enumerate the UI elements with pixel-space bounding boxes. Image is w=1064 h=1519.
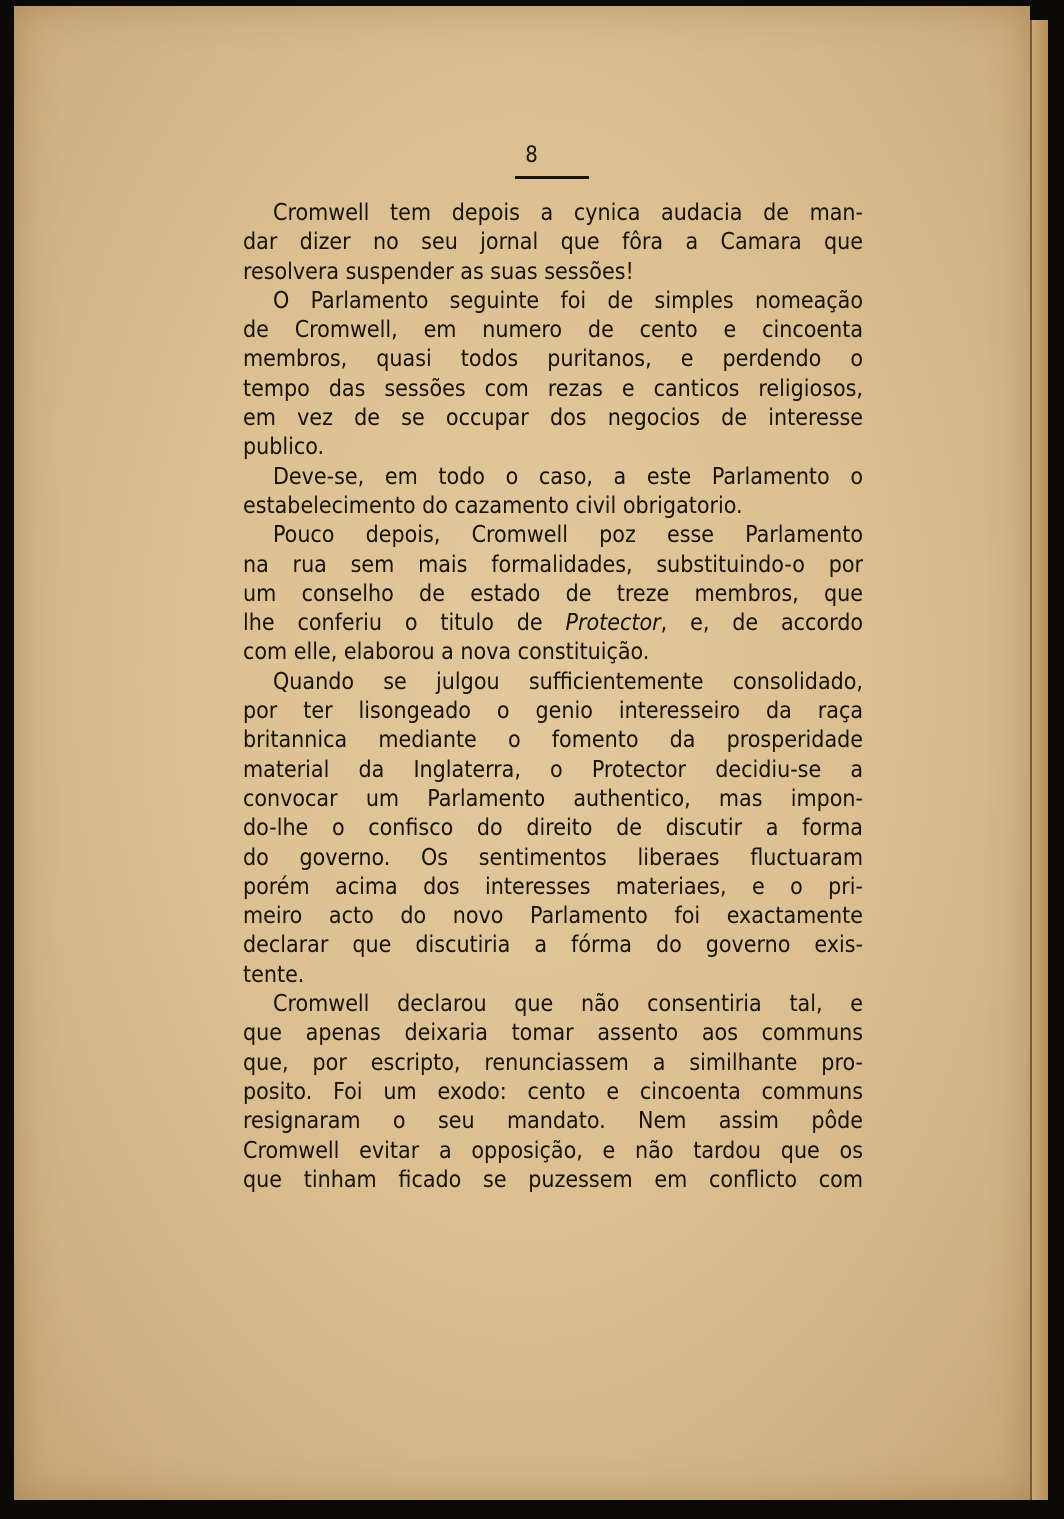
text-line: Pouco depois, Cromwell poz esse Parlamento [273,522,863,549]
text-segment: , e, de accordo [660,610,863,637]
text-line: que apenas deixaria tomar assento aos communs [243,1020,863,1047]
text-line: em vez de se occupar dos negocios de interesse [243,405,863,432]
text-line: O Parlamento seguinte foi de simples nomeação [273,287,863,314]
text-line: material da Inglaterra, o Protector decidiu-se a [243,756,863,783]
text-line: tente. [243,961,305,988]
text-line: Deve-se, em todo o caso, a este Parlamento o [273,463,863,490]
adjacent-page-edge [1030,20,1048,1500]
text-line: Cromwell tem depois a cynica audacia de man- [273,200,863,226]
text-line: Cromwell evitar a opposição, e não tardou que os [243,1137,863,1164]
text-line: que, por escripto, renunciassem a similhante pro- [243,1049,863,1076]
text-line: um conselho de estado de treze membros, que [243,580,863,607]
text-line: britannica mediante o fomento da prosperidade [243,727,863,754]
text-line: convocar um Parlamento authentico, mas impon- [243,785,863,812]
text-segment: lhe conferiu o titulo de [243,610,566,637]
text-line: com elle, elaborou a nova constituição. [243,639,650,666]
text-line: que tinham ficado se puzessem em conflicto com [243,1166,863,1193]
text-line [243,609,863,638]
text-line: de Cromwell, em numero de cento e cincoenta [243,317,863,344]
text-line: posito. Foi um exodo: cento e cincoenta communs [243,1078,863,1105]
text-line: resignaram o seu mandato. Nem assim pôde [243,1108,863,1135]
text-line: Cromwell declarou que não consentiria tal, e [273,991,863,1018]
text-line: declarar que discutiria a fórma do governo exis- [243,932,863,959]
text-line: do governo. Os sentimentos liberaes fluctuaram [243,844,863,871]
text-line: na rua sem mais formalidades, substituindo-o por [243,551,863,578]
page-number: 8 [525,143,539,168]
text-line: publico. [243,434,325,461]
text-line: por ter lisongeado o genio interesseiro da raça [243,698,863,725]
text-line: Quando se julgou sufficientemente consolidado, [273,668,863,695]
text-line: meiro acto do novo Parlamento foi exactamente [243,903,863,930]
text-line: do-lhe o confisco do direito de discutir a forma [243,815,863,842]
italic-term: Protector [565,610,661,637]
text-line: tempo das sessões com rezas e canticos religiosos, [243,375,863,402]
body-text [243,199,863,1195]
text-line: resolvera suspender as suas sessões! [243,258,634,285]
text-line: porém acima dos interesses materiaes, e o pri- [243,873,863,900]
text-line: membros, quasi todos puritanos, e perdendo o [243,346,863,373]
page-number-rule [515,176,589,179]
text-line: estabelecimento do cazamento civil obrigatorio. [243,492,743,519]
text-line: dar dizer no seu jornal que fôra a Camara que [243,229,863,256]
